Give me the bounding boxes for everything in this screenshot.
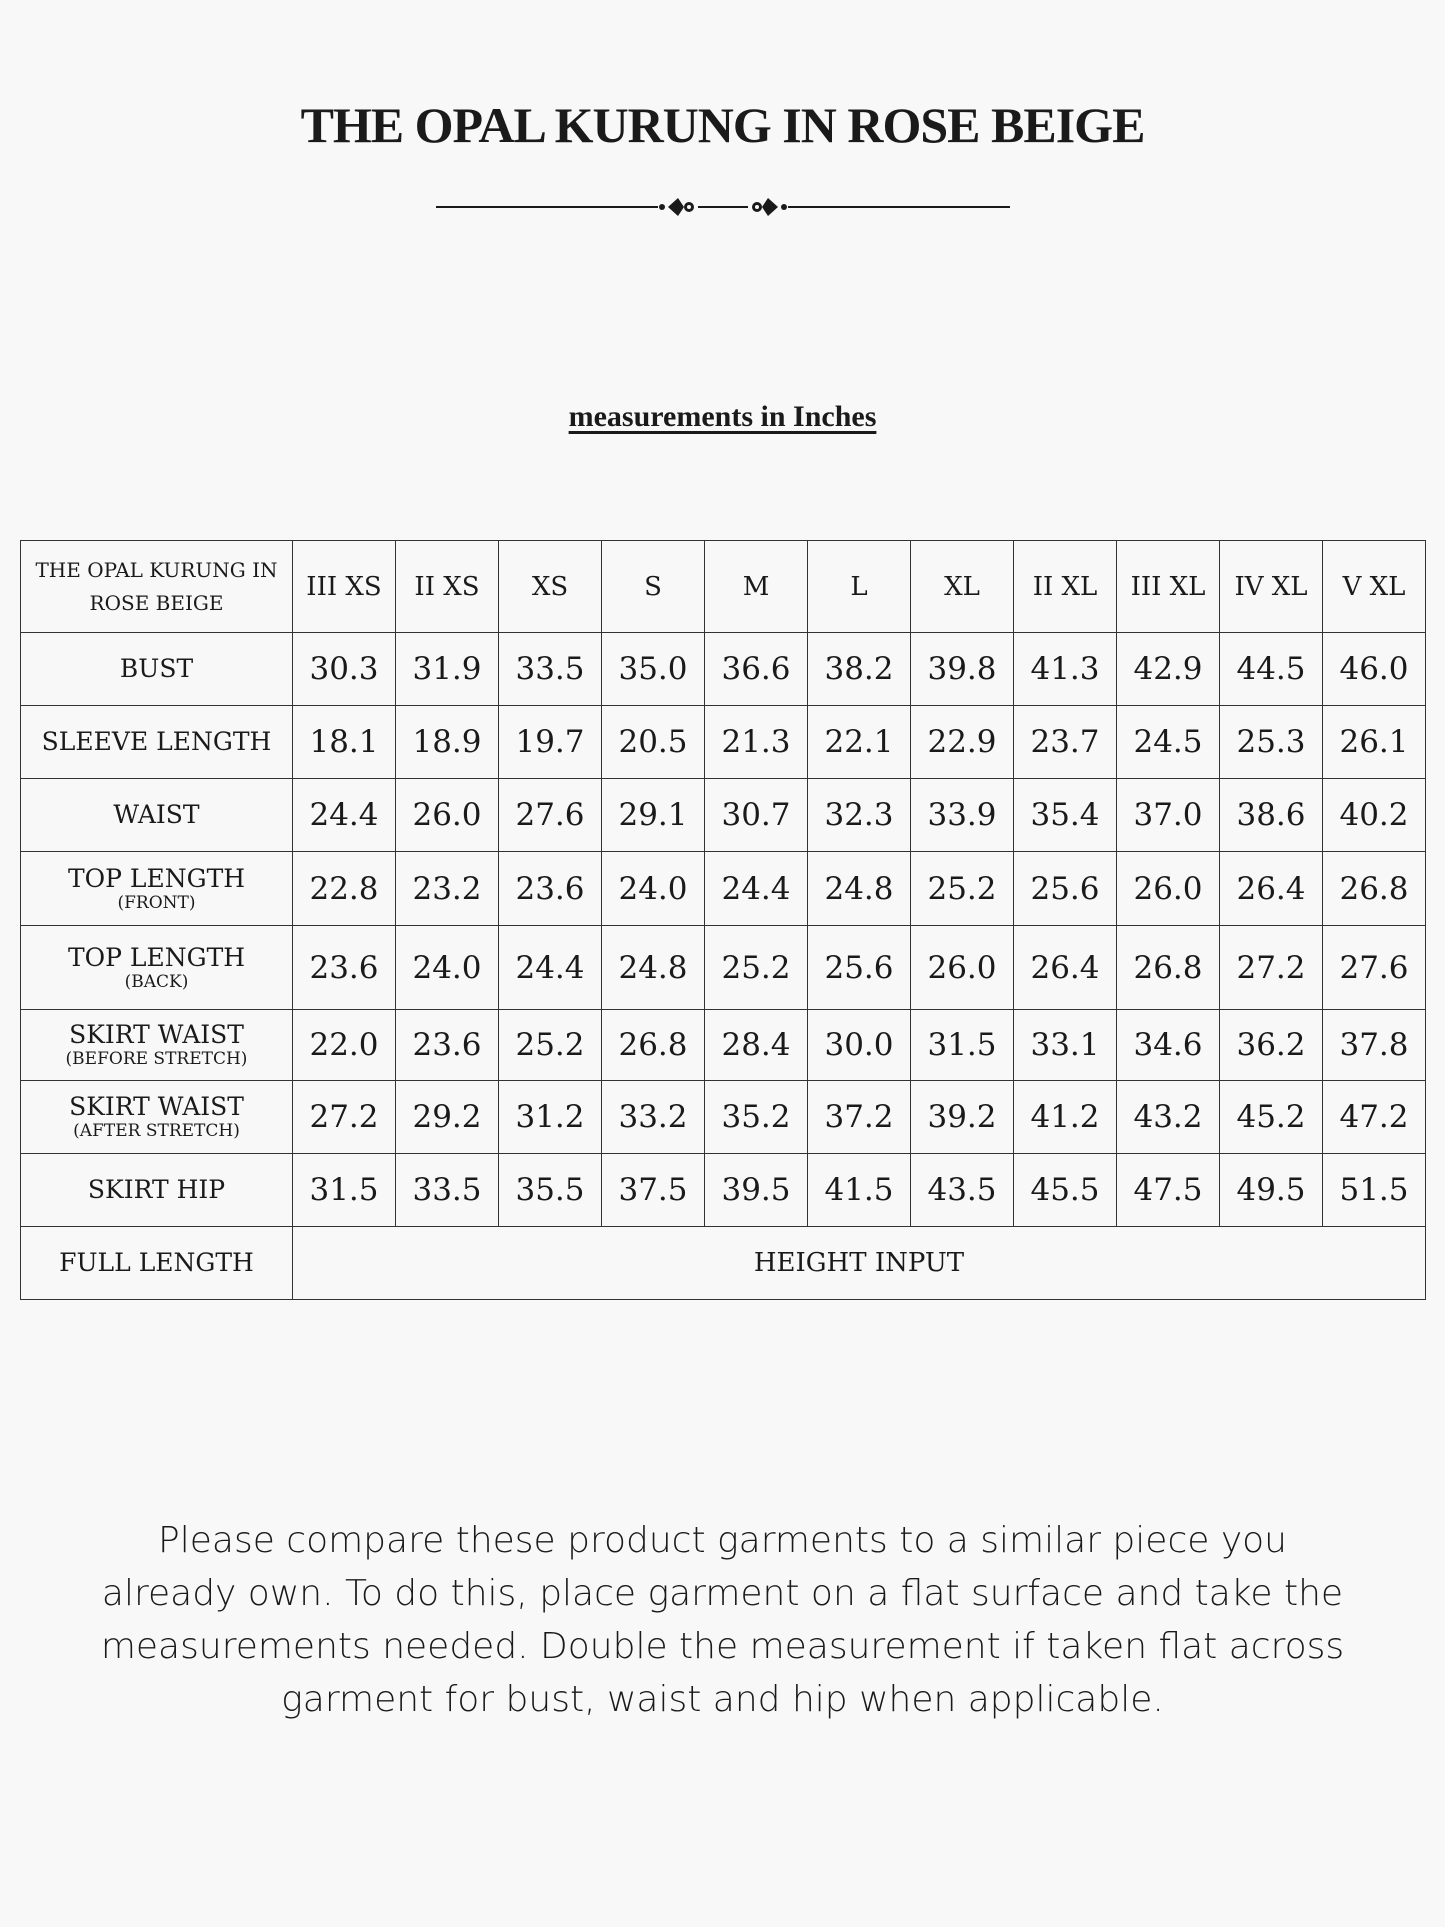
measurement-cell: 24.0 (602, 852, 705, 926)
measurement-cell: 24.4 (705, 852, 808, 926)
measurement-cell: 45.5 (1014, 1154, 1117, 1227)
measurement-cell: 20.5 (602, 706, 705, 779)
measurement-cell: 25.6 (1014, 852, 1117, 926)
measurement-cell: 26.0 (911, 926, 1014, 1010)
size-header: III XS (293, 541, 396, 633)
measurement-cell: 21.3 (705, 706, 808, 779)
measurement-cell: 23.6 (499, 852, 602, 926)
row-label-text: SKIRT HIP (87, 1175, 226, 1204)
measurement-cell: 35.0 (602, 633, 705, 706)
row-label (21, 779, 293, 852)
size-header: XL (911, 541, 1014, 633)
measurement-cell: 22.0 (293, 1010, 396, 1081)
measurement-cell: 37.8 (1323, 1010, 1426, 1081)
row-label-text: SKIRT WAIST (69, 1092, 244, 1121)
measurement-cell: 26.0 (396, 779, 499, 852)
measurement-cell: 27.2 (1220, 926, 1323, 1010)
measurement-cell: 23.6 (396, 1010, 499, 1081)
measurement-cell: 39.8 (911, 633, 1014, 706)
measurement-cell: 40.2 (1323, 779, 1426, 852)
measurement-cell: 26.4 (1220, 852, 1323, 926)
row-label-note: (AFTER STRETCH) (73, 1121, 240, 1141)
measurement-cell: 25.2 (499, 1010, 602, 1081)
measurement-cell: 42.9 (1117, 633, 1220, 706)
measurement-cell: 19.7 (499, 706, 602, 779)
measurement-cell: 37.5 (602, 1154, 705, 1227)
measurement-cell: 24.4 (499, 926, 602, 1010)
measurement-cell: 26.1 (1323, 706, 1426, 779)
row-label-note: (BACK) (124, 971, 189, 992)
measurement-cell: 22.9 (911, 706, 1014, 779)
measurement-cell: 24.0 (396, 926, 499, 1010)
table-row (21, 926, 1426, 1010)
measurement-cell: 30.0 (808, 1010, 911, 1081)
full-length-value: HEIGHT INPUT (293, 1227, 1426, 1300)
size-header: II XS (396, 541, 499, 633)
measurement-cell: 25.6 (808, 926, 911, 1010)
measurement-cell: 26.8 (1323, 852, 1426, 926)
measurement-cell: 35.5 (499, 1154, 602, 1227)
measurement-cell: 23.6 (293, 926, 396, 1010)
measurement-cell: 34.6 (1117, 1010, 1220, 1081)
measurement-cell: 51.5 (1323, 1154, 1426, 1227)
measurement-cell: 27.6 (1323, 926, 1426, 1010)
table-corner-label: THE OPAL KURUNG IN ROSE BEIGE (21, 541, 293, 633)
row-label (21, 633, 293, 706)
row-label-note: (BEFORE STRETCH) (65, 1049, 248, 1069)
measurement-cell: 37.2 (808, 1081, 911, 1154)
measurement-cell: 38.6 (1220, 779, 1323, 852)
measurement-cell: 39.5 (705, 1154, 808, 1227)
table-row (21, 852, 1426, 926)
measurement-cell: 25.2 (911, 852, 1014, 926)
measurement-cell: 44.5 (1220, 633, 1323, 706)
measurement-cell: 25.3 (1220, 706, 1323, 779)
row-label (21, 926, 293, 1010)
measurement-cell: 31.2 (499, 1081, 602, 1154)
units-subtitle: measurements in Inches (568, 400, 877, 433)
measurement-cell: 30.3 (293, 633, 396, 706)
measurement-cell: 18.9 (396, 706, 499, 779)
measurement-cell: 37.0 (1117, 779, 1220, 852)
size-header: S (602, 541, 705, 633)
divider-ornament-icon (436, 190, 1010, 224)
measurement-cell: 24.4 (293, 779, 396, 852)
row-label (21, 1081, 293, 1154)
row-label (21, 1010, 293, 1081)
measurement-cell: 33.1 (1014, 1010, 1117, 1081)
measurement-cell: 33.5 (499, 633, 602, 706)
page-title: THE OPAL KURUNG IN ROSE BEIGE (300, 97, 1145, 153)
measurement-cell: 26.8 (602, 1010, 705, 1081)
measurement-cell: 46.0 (1323, 633, 1426, 706)
table-header-row (21, 541, 1426, 633)
row-label-text: BUST (119, 654, 194, 683)
measurement-cell: 30.7 (705, 779, 808, 852)
measurement-cell: 33.5 (396, 1154, 499, 1227)
row-label (21, 852, 293, 926)
size-header: V XL (1323, 541, 1426, 633)
table-row (21, 779, 1426, 852)
row-label (21, 706, 293, 779)
measurement-cell: 29.1 (602, 779, 705, 852)
measurement-cell: 22.1 (808, 706, 911, 779)
measurement-cell: 33.9 (911, 779, 1014, 852)
size-chart-table (20, 540, 1426, 1300)
measurement-cell: 43.5 (911, 1154, 1014, 1227)
table-row (21, 1081, 1426, 1154)
measurement-cell: 18.1 (293, 706, 396, 779)
measurement-cell: 27.2 (293, 1081, 396, 1154)
measurement-cell: 36.6 (705, 633, 808, 706)
measurement-cell: 31.9 (396, 633, 499, 706)
measurement-cell: 23.2 (396, 852, 499, 926)
measurement-cell: 26.0 (1117, 852, 1220, 926)
measurement-cell: 41.3 (1014, 633, 1117, 706)
measurement-cell: 26.8 (1117, 926, 1220, 1010)
measurement-cell: 41.5 (808, 1154, 911, 1227)
measurement-cell: 47.5 (1117, 1154, 1220, 1227)
row-label (21, 1154, 293, 1227)
measurement-cell: 29.2 (396, 1081, 499, 1154)
measurement-cell: 24.8 (808, 852, 911, 926)
row-label-note: (FRONT) (117, 892, 196, 913)
size-header: L (808, 541, 911, 633)
size-header: M (705, 541, 808, 633)
size-header: III XL (1117, 541, 1220, 633)
measurement-cell: 45.2 (1220, 1081, 1323, 1154)
table-row (21, 633, 1426, 706)
measurement-cell: 23.7 (1014, 706, 1117, 779)
measurement-cell: 38.2 (808, 633, 911, 706)
size-header: IV XL (1220, 541, 1323, 633)
measurement-cell: 35.4 (1014, 779, 1117, 852)
table-row (21, 1154, 1426, 1227)
measurement-cell: 41.2 (1014, 1081, 1117, 1154)
measurement-cell: 27.6 (499, 779, 602, 852)
measurement-cell: 31.5 (293, 1154, 396, 1227)
measurement-cell: 22.8 (293, 852, 396, 926)
measurement-cell: 35.2 (705, 1081, 808, 1154)
measurement-cell: 49.5 (1220, 1154, 1323, 1227)
size-header: XS (499, 541, 602, 633)
full-length-label: FULL LENGTH (21, 1227, 293, 1300)
measurement-cell: 47.2 (1323, 1081, 1426, 1154)
table-row (21, 1010, 1426, 1081)
measurement-cell: 31.5 (911, 1010, 1014, 1081)
row-label-text: TOP LENGTH (67, 942, 246, 972)
size-header: II XL (1014, 541, 1117, 633)
row-label-text: SLEEVE LENGTH (41, 727, 272, 756)
row-label-text: TOP LENGTH (67, 863, 246, 893)
measurement-cell: 28.4 (705, 1010, 808, 1081)
measurement-cell: 32.3 (808, 779, 911, 852)
measurement-cell: 43.2 (1117, 1081, 1220, 1154)
measurement-cell: 25.2 (705, 926, 808, 1010)
table-row (21, 706, 1426, 779)
measurement-cell: 33.2 (602, 1081, 705, 1154)
measurement-cell: 39.2 (911, 1081, 1014, 1154)
row-label-text: WAIST (113, 800, 200, 829)
measurement-cell: 36.2 (1220, 1010, 1323, 1081)
table-row (21, 1227, 1426, 1300)
row-label-text: SKIRT WAIST (69, 1020, 244, 1049)
measurement-cell: 24.5 (1117, 706, 1220, 779)
measurement-instructions: Please compare these product garments to a similar piece you already own. To do this, place garment on a flat surface and take the measurements needed. Double the measurement if taken flat across garment for bust, waist and hip when applicable. (100, 1520, 1345, 1720)
measurement-cell: 24.8 (602, 926, 705, 1010)
measurement-cell: 26.4 (1014, 926, 1117, 1010)
